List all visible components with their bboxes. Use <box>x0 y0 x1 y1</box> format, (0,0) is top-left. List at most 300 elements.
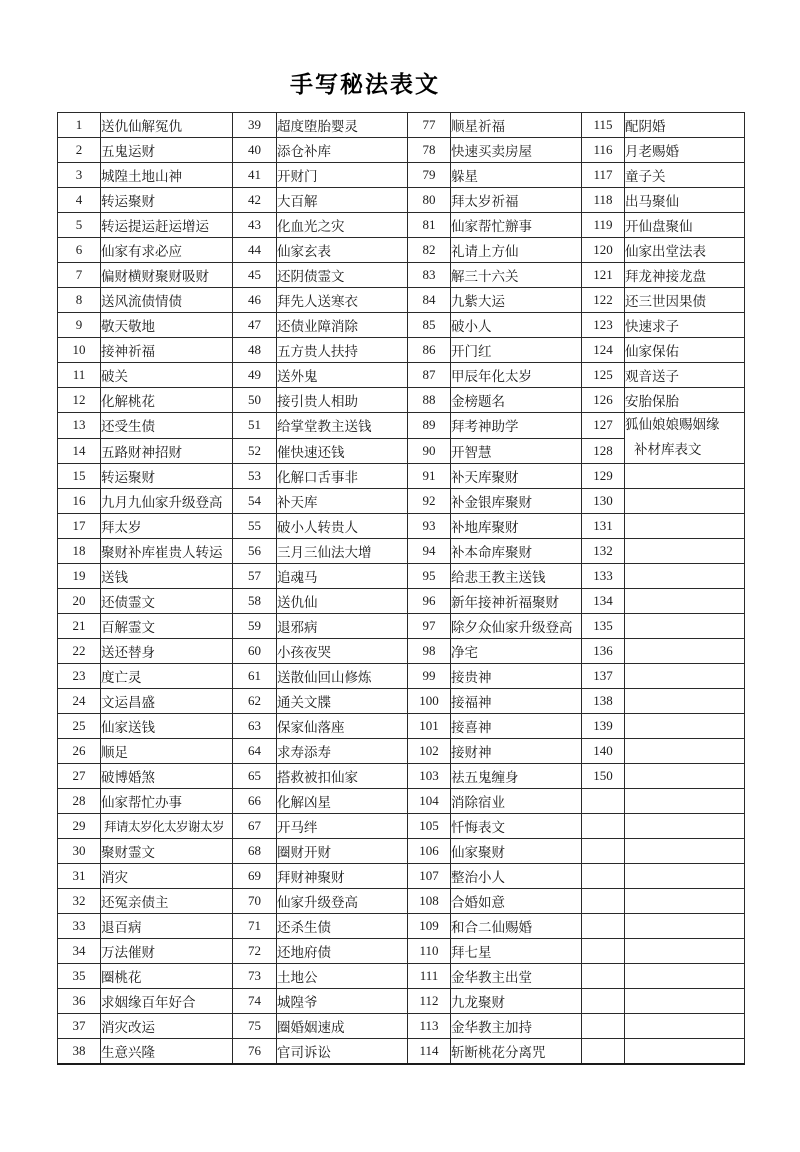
entry-number: 34 <box>58 939 101 964</box>
entry-text: 配阴婚 <box>625 113 745 138</box>
entry-text: 小孩夜哭 <box>277 639 408 664</box>
entry-text: 仙家聚财 <box>451 839 582 864</box>
entry-text: 童子关 <box>625 163 745 188</box>
entry-number: 106 <box>408 839 451 864</box>
entry-text: 五鬼运财 <box>101 138 233 163</box>
entry-text: 三月三仙法大增 <box>277 539 408 564</box>
entry-text: 九紫大运 <box>451 288 582 313</box>
entry-number: 6 <box>58 238 101 263</box>
entry-number: 80 <box>408 188 451 213</box>
entry-text: 转运聚财 <box>101 188 233 213</box>
entry-text: 快速买卖房屋 <box>451 138 582 163</box>
entry-text: 开马绊 <box>277 814 408 839</box>
entry-text: 仙家玄表 <box>277 238 408 263</box>
table-row <box>58 263 745 288</box>
entry-number <box>582 814 625 839</box>
table-row <box>58 514 745 539</box>
entry-number: 3 <box>58 163 101 188</box>
entry-text: 破博婚煞 <box>101 764 233 789</box>
entry-text: 仙家帮忙办事 <box>101 789 233 814</box>
entry-number: 8 <box>58 288 101 313</box>
entry-number: 22 <box>58 639 101 664</box>
entry-number: 130 <box>582 489 625 514</box>
entry-number: 134 <box>582 589 625 614</box>
entry-text: 化解口舌事非 <box>277 464 408 489</box>
entry-text: 圈财开财 <box>277 839 408 864</box>
entry-number: 58 <box>233 589 277 614</box>
entry-text: 求姻缘百年好合 <box>101 989 233 1014</box>
entry-number: 96 <box>408 589 451 614</box>
entry-number: 71 <box>233 914 277 939</box>
entry-text: 催快速还钱 <box>277 438 408 464</box>
table-row <box>58 589 745 614</box>
entry-number <box>582 864 625 889</box>
entry-text-line1: 狐仙娘娘赐姻缘 <box>625 417 720 432</box>
table-row <box>58 889 745 914</box>
entry-number: 84 <box>408 288 451 313</box>
entry-number: 98 <box>408 639 451 664</box>
entry-number: 60 <box>233 639 277 664</box>
entry-text: 忏悔表文 <box>451 814 582 839</box>
table-row <box>58 914 745 939</box>
entry-text: 金华教主加持 <box>451 1014 582 1039</box>
entry-text: 百解霊文 <box>101 614 233 639</box>
entry-text: 接神祈福 <box>101 338 233 363</box>
entry-text: 斩断桃花分离咒 <box>451 1039 582 1065</box>
entry-number: 117 <box>582 163 625 188</box>
entry-number: 107 <box>408 864 451 889</box>
entry-number <box>582 839 625 864</box>
table-row <box>58 1039 745 1065</box>
entry-text: 还杀生债 <box>277 914 408 939</box>
entry-text <box>625 714 745 739</box>
entry-number: 103 <box>408 764 451 789</box>
entry-text: 仙家保佑 <box>625 338 745 363</box>
entry-text: 送外鬼 <box>277 363 408 388</box>
entry-text: 礼请上方仙 <box>451 238 582 263</box>
entry-number <box>582 939 625 964</box>
entry-text: 送钱 <box>101 564 233 589</box>
entry-number: 4 <box>58 188 101 213</box>
entry-text: 甲辰年化太岁 <box>451 363 582 388</box>
entry-text <box>625 539 745 564</box>
entry-number: 35 <box>58 964 101 989</box>
entry-number: 72 <box>233 939 277 964</box>
entry-number: 118 <box>582 188 625 213</box>
entry-number: 54 <box>233 489 277 514</box>
entry-number: 65 <box>233 764 277 789</box>
table-row <box>58 163 745 188</box>
entry-number: 123 <box>582 313 625 338</box>
entry-number: 24 <box>58 689 101 714</box>
entry-number: 100 <box>408 689 451 714</box>
entry-text: 搭救被扣仙家 <box>277 764 408 789</box>
entry-number: 41 <box>233 163 277 188</box>
entry-number: 99 <box>408 664 451 689</box>
entry-number: 2 <box>58 138 101 163</box>
entry-text: 万法催财 <box>101 939 233 964</box>
entry-text: 退邪病 <box>277 614 408 639</box>
entry-text: 聚财霊文 <box>101 839 233 864</box>
entry-number: 59 <box>233 614 277 639</box>
table-row <box>58 213 745 238</box>
table-row <box>58 989 745 1014</box>
entry-number: 126 <box>582 388 625 413</box>
table-row <box>58 739 745 764</box>
entry-text <box>625 689 745 714</box>
entry-number: 131 <box>582 514 625 539</box>
entry-text: 躲星 <box>451 163 582 188</box>
entry-text: 化血光之灾 <box>277 213 408 238</box>
entry-text: 还冤亲债主 <box>101 889 233 914</box>
table-row <box>58 939 745 964</box>
entry-text: 度亡灵 <box>101 664 233 689</box>
entry-text: 祛五鬼缠身 <box>451 764 582 789</box>
entry-number: 14 <box>58 438 101 464</box>
entry-number: 109 <box>408 914 451 939</box>
entry-text: 文运昌盛 <box>101 689 233 714</box>
entry-text: 快速求子 <box>625 313 745 338</box>
entry-text <box>625 1039 745 1065</box>
entry-number: 113 <box>408 1014 451 1039</box>
entry-number: 63 <box>233 714 277 739</box>
entry-number <box>582 914 625 939</box>
table-row <box>58 539 745 564</box>
entry-text: 金华教主出堂 <box>451 964 582 989</box>
entry-number: 15 <box>58 464 101 489</box>
entry-text: 还三世因果债 <box>625 288 745 313</box>
entry-text: 仙家送钱 <box>101 714 233 739</box>
entry-number: 11 <box>58 363 101 388</box>
entry-number: 9 <box>58 313 101 338</box>
entry-text <box>625 764 745 789</box>
entry-number: 47 <box>233 313 277 338</box>
entry-number: 40 <box>233 138 277 163</box>
entry-number: 119 <box>582 213 625 238</box>
entry-number: 43 <box>233 213 277 238</box>
entry-text <box>625 939 745 964</box>
entry-number: 66 <box>233 789 277 814</box>
entry-number: 115 <box>582 113 625 138</box>
entry-number: 125 <box>582 363 625 388</box>
entry-text: 接财神 <box>451 739 582 764</box>
page-title: 手写秘法表文 <box>290 72 440 97</box>
entry-number: 51 <box>233 413 277 439</box>
entry-number: 67 <box>233 814 277 839</box>
entry-text: 拜太岁 <box>101 514 233 539</box>
entry-number: 48 <box>233 338 277 363</box>
entry-text: 顺星祈福 <box>451 113 582 138</box>
entry-number: 30 <box>58 839 101 864</box>
entry-number: 38 <box>58 1039 101 1065</box>
table-row <box>58 689 745 714</box>
entry-number: 33 <box>58 914 101 939</box>
table-row <box>58 188 745 213</box>
entry-text <box>625 639 745 664</box>
entry-text: 新年接神祈福聚财 <box>451 589 582 614</box>
entry-number: 61 <box>233 664 277 689</box>
entry-number: 37 <box>58 1014 101 1039</box>
entry-number: 74 <box>233 989 277 1014</box>
entry-text: 敬天敬地 <box>101 313 233 338</box>
entry-number: 110 <box>408 939 451 964</box>
table-row <box>58 113 745 138</box>
entry-text: 拜考神助学 <box>451 413 582 439</box>
table-row <box>58 413 745 439</box>
entry-text: 追魂马 <box>277 564 408 589</box>
entry-number: 116 <box>582 138 625 163</box>
entry-text: 还地府债 <box>277 939 408 964</box>
entry-number: 21 <box>58 614 101 639</box>
entry-text <box>625 514 745 539</box>
entry-number: 77 <box>408 113 451 138</box>
table-row <box>58 664 745 689</box>
entry-text: 大百解 <box>277 188 408 213</box>
entry-number: 44 <box>233 238 277 263</box>
table-row <box>58 288 745 313</box>
entry-text: 顺足 <box>101 739 233 764</box>
entry-number: 42 <box>233 188 277 213</box>
table-row <box>58 564 745 589</box>
entry-text <box>625 614 745 639</box>
entry-text <box>625 864 745 889</box>
entry-number: 23 <box>58 664 101 689</box>
entry-number: 92 <box>408 489 451 514</box>
entry-text <box>625 964 745 989</box>
entry-number <box>582 989 625 1014</box>
entry-text: 拜太岁祈福 <box>451 188 582 213</box>
entry-number: 90 <box>408 438 451 464</box>
table-row <box>58 1014 745 1039</box>
table-row <box>58 764 745 789</box>
table-row <box>58 864 745 889</box>
table-row <box>58 313 745 338</box>
entry-text: 补本命库聚财 <box>451 539 582 564</box>
entry-text: 还债霊文 <box>101 589 233 614</box>
entry-text: 求寿添寿 <box>277 739 408 764</box>
entry-text: 开门红 <box>451 338 582 363</box>
entry-text: 补金银库聚财 <box>451 489 582 514</box>
entry-text <box>625 914 745 939</box>
entry-text <box>625 889 745 914</box>
entry-number: 101 <box>408 714 451 739</box>
entry-number: 97 <box>408 614 451 639</box>
entry-number: 45 <box>233 263 277 288</box>
entry-text: 补天库 <box>277 489 408 514</box>
entry-number: 18 <box>58 539 101 564</box>
entry-text: 开仙盘聚仙 <box>625 213 745 238</box>
entry-text: 送风流债情债 <box>101 288 233 313</box>
entry-number: 79 <box>408 163 451 188</box>
entry-number <box>582 1039 625 1065</box>
entry-number: 89 <box>408 413 451 439</box>
entry-number: 108 <box>408 889 451 914</box>
entry-number: 32 <box>58 889 101 914</box>
entry-text: 拜财神聚财 <box>277 864 408 889</box>
entry-text: 还阴债霊文 <box>277 263 408 288</box>
entry-number: 29 <box>58 814 101 839</box>
entry-number: 104 <box>408 789 451 814</box>
entry-text: 转运提运赶运增运 <box>101 213 233 238</box>
entry-number: 94 <box>408 539 451 564</box>
entry-number: 62 <box>233 689 277 714</box>
entry-text: 送还替身 <box>101 639 233 664</box>
entry-text: 开智慧 <box>451 438 582 464</box>
entry-text <box>625 789 745 814</box>
entry-text: 仙家帮忙辦事 <box>451 213 582 238</box>
entry-number: 76 <box>233 1039 277 1065</box>
entry-text <box>625 664 745 689</box>
table-row <box>58 388 745 413</box>
entry-number: 19 <box>58 564 101 589</box>
table-row <box>58 839 745 864</box>
entry-text: 拜请太岁化太岁谢太岁 <box>101 814 233 839</box>
entry-number: 13 <box>58 413 101 439</box>
entry-text: 通关文牒 <box>277 689 408 714</box>
entry-text: 接贵神 <box>451 664 582 689</box>
entry-number: 12 <box>58 388 101 413</box>
entry-number: 68 <box>233 839 277 864</box>
entry-text: 补天库聚财 <box>451 464 582 489</box>
entry-text: 化解凶星 <box>277 789 408 814</box>
entry-number: 70 <box>233 889 277 914</box>
table-row <box>58 238 745 263</box>
entry-number <box>582 1014 625 1039</box>
entry-number: 75 <box>233 1014 277 1039</box>
entry-number: 52 <box>233 438 277 464</box>
entry-text: 拜七星 <box>451 939 582 964</box>
entry-text: 圈婚姻速成 <box>277 1014 408 1039</box>
entry-text: 金榜题名 <box>451 388 582 413</box>
entry-text: 还债业障消除 <box>277 313 408 338</box>
entry-number: 53 <box>233 464 277 489</box>
entry-text: 化解桃花 <box>101 388 233 413</box>
entry-text: 转运聚财 <box>101 464 233 489</box>
table-row <box>58 714 745 739</box>
entry-number: 50 <box>233 388 277 413</box>
entry-text: 圈桃花 <box>101 964 233 989</box>
entry-text: 送仇仙 <box>277 589 408 614</box>
entry-number: 17 <box>58 514 101 539</box>
entry-number: 128 <box>582 438 625 464</box>
entry-text <box>625 489 745 514</box>
entry-number: 46 <box>233 288 277 313</box>
table-row <box>58 614 745 639</box>
entry-number: 138 <box>582 689 625 714</box>
entry-number: 39 <box>233 113 277 138</box>
entry-number: 105 <box>408 814 451 839</box>
entry-number: 55 <box>233 514 277 539</box>
entry-number: 73 <box>233 964 277 989</box>
entry-number: 36 <box>58 989 101 1014</box>
entry-number: 27 <box>58 764 101 789</box>
entry-number: 56 <box>233 539 277 564</box>
entry-number: 31 <box>58 864 101 889</box>
entry-number: 1 <box>58 113 101 138</box>
entry-text: 仙家有求必应 <box>101 238 233 263</box>
entry-text: 九月九仙家升级登高 <box>101 489 233 514</box>
table-row <box>58 138 745 163</box>
entry-text: 除夕众仙家升级登高 <box>451 614 582 639</box>
entry-number: 81 <box>408 213 451 238</box>
entry-number: 93 <box>408 514 451 539</box>
entry-text: 整治小人 <box>451 864 582 889</box>
entry-text <box>625 814 745 839</box>
entry-number: 69 <box>233 864 277 889</box>
table-row <box>58 338 745 363</box>
entry-text: 偏财横财聚财吸财 <box>101 263 233 288</box>
entry-text: 拜龙神接龙盘 <box>625 263 745 288</box>
entry-number: 140 <box>582 739 625 764</box>
entry-text: 合婚如意 <box>451 889 582 914</box>
entry-text: 聚财补库崔贵人转运 <box>101 539 233 564</box>
entry-text: 仙家出堂法表 <box>625 238 745 263</box>
secret-methods-table <box>57 112 745 1065</box>
entry-text: 五方贵人扶持 <box>277 338 408 363</box>
entry-text: 观音送子 <box>625 363 745 388</box>
entry-number: 120 <box>582 238 625 263</box>
entry-number <box>582 964 625 989</box>
entry-text <box>625 739 745 764</box>
entry-text: 消灾改运 <box>101 1014 233 1039</box>
entry-number: 83 <box>408 263 451 288</box>
entry-text: 送仇仙解冤仇 <box>101 113 233 138</box>
entry-number: 82 <box>408 238 451 263</box>
table-row <box>58 489 745 514</box>
entry-text <box>625 1014 745 1039</box>
entry-number: 16 <box>58 489 101 514</box>
entry-text: 出马聚仙 <box>625 188 745 213</box>
entry-text: 拜先人送寒衣 <box>277 288 408 313</box>
entry-text <box>625 989 745 1014</box>
entry-number: 135 <box>582 614 625 639</box>
entry-text-line2: 补材库表文 <box>634 442 702 457</box>
entry-text: 送散仙回山修炼 <box>277 664 408 689</box>
entry-number: 91 <box>408 464 451 489</box>
entry-number: 150 <box>582 764 625 789</box>
entry-text: 还受生债 <box>101 413 233 439</box>
table-row <box>58 814 745 839</box>
entry-number: 85 <box>408 313 451 338</box>
secret-methods-table-body <box>58 113 745 1065</box>
entry-number: 28 <box>58 789 101 814</box>
entry-text: 仙家升级登高 <box>277 889 408 914</box>
entry-number: 136 <box>582 639 625 664</box>
entry-text: 城隍爷 <box>277 989 408 1014</box>
entry-text: 和合二仙赐婚 <box>451 914 582 939</box>
entry-text: 九龙聚财 <box>451 989 582 1014</box>
entry-text: 破小人 <box>451 313 582 338</box>
entry-number: 88 <box>408 388 451 413</box>
entry-number: 111 <box>408 964 451 989</box>
entry-number <box>582 889 625 914</box>
entry-number: 49 <box>233 363 277 388</box>
entry-text <box>625 413 745 464</box>
entry-number: 139 <box>582 714 625 739</box>
entry-number: 87 <box>408 363 451 388</box>
table-row <box>58 639 745 664</box>
table-row <box>58 464 745 489</box>
entry-text: 超度堕胎婴灵 <box>277 113 408 138</box>
table-row <box>58 964 745 989</box>
entry-number: 26 <box>58 739 101 764</box>
entry-text: 添仓补库 <box>277 138 408 163</box>
entry-number <box>582 789 625 814</box>
entry-text: 开财门 <box>277 163 408 188</box>
entry-text: 补地库聚财 <box>451 514 582 539</box>
entry-text: 月老赐婚 <box>625 138 745 163</box>
entry-number: 10 <box>58 338 101 363</box>
